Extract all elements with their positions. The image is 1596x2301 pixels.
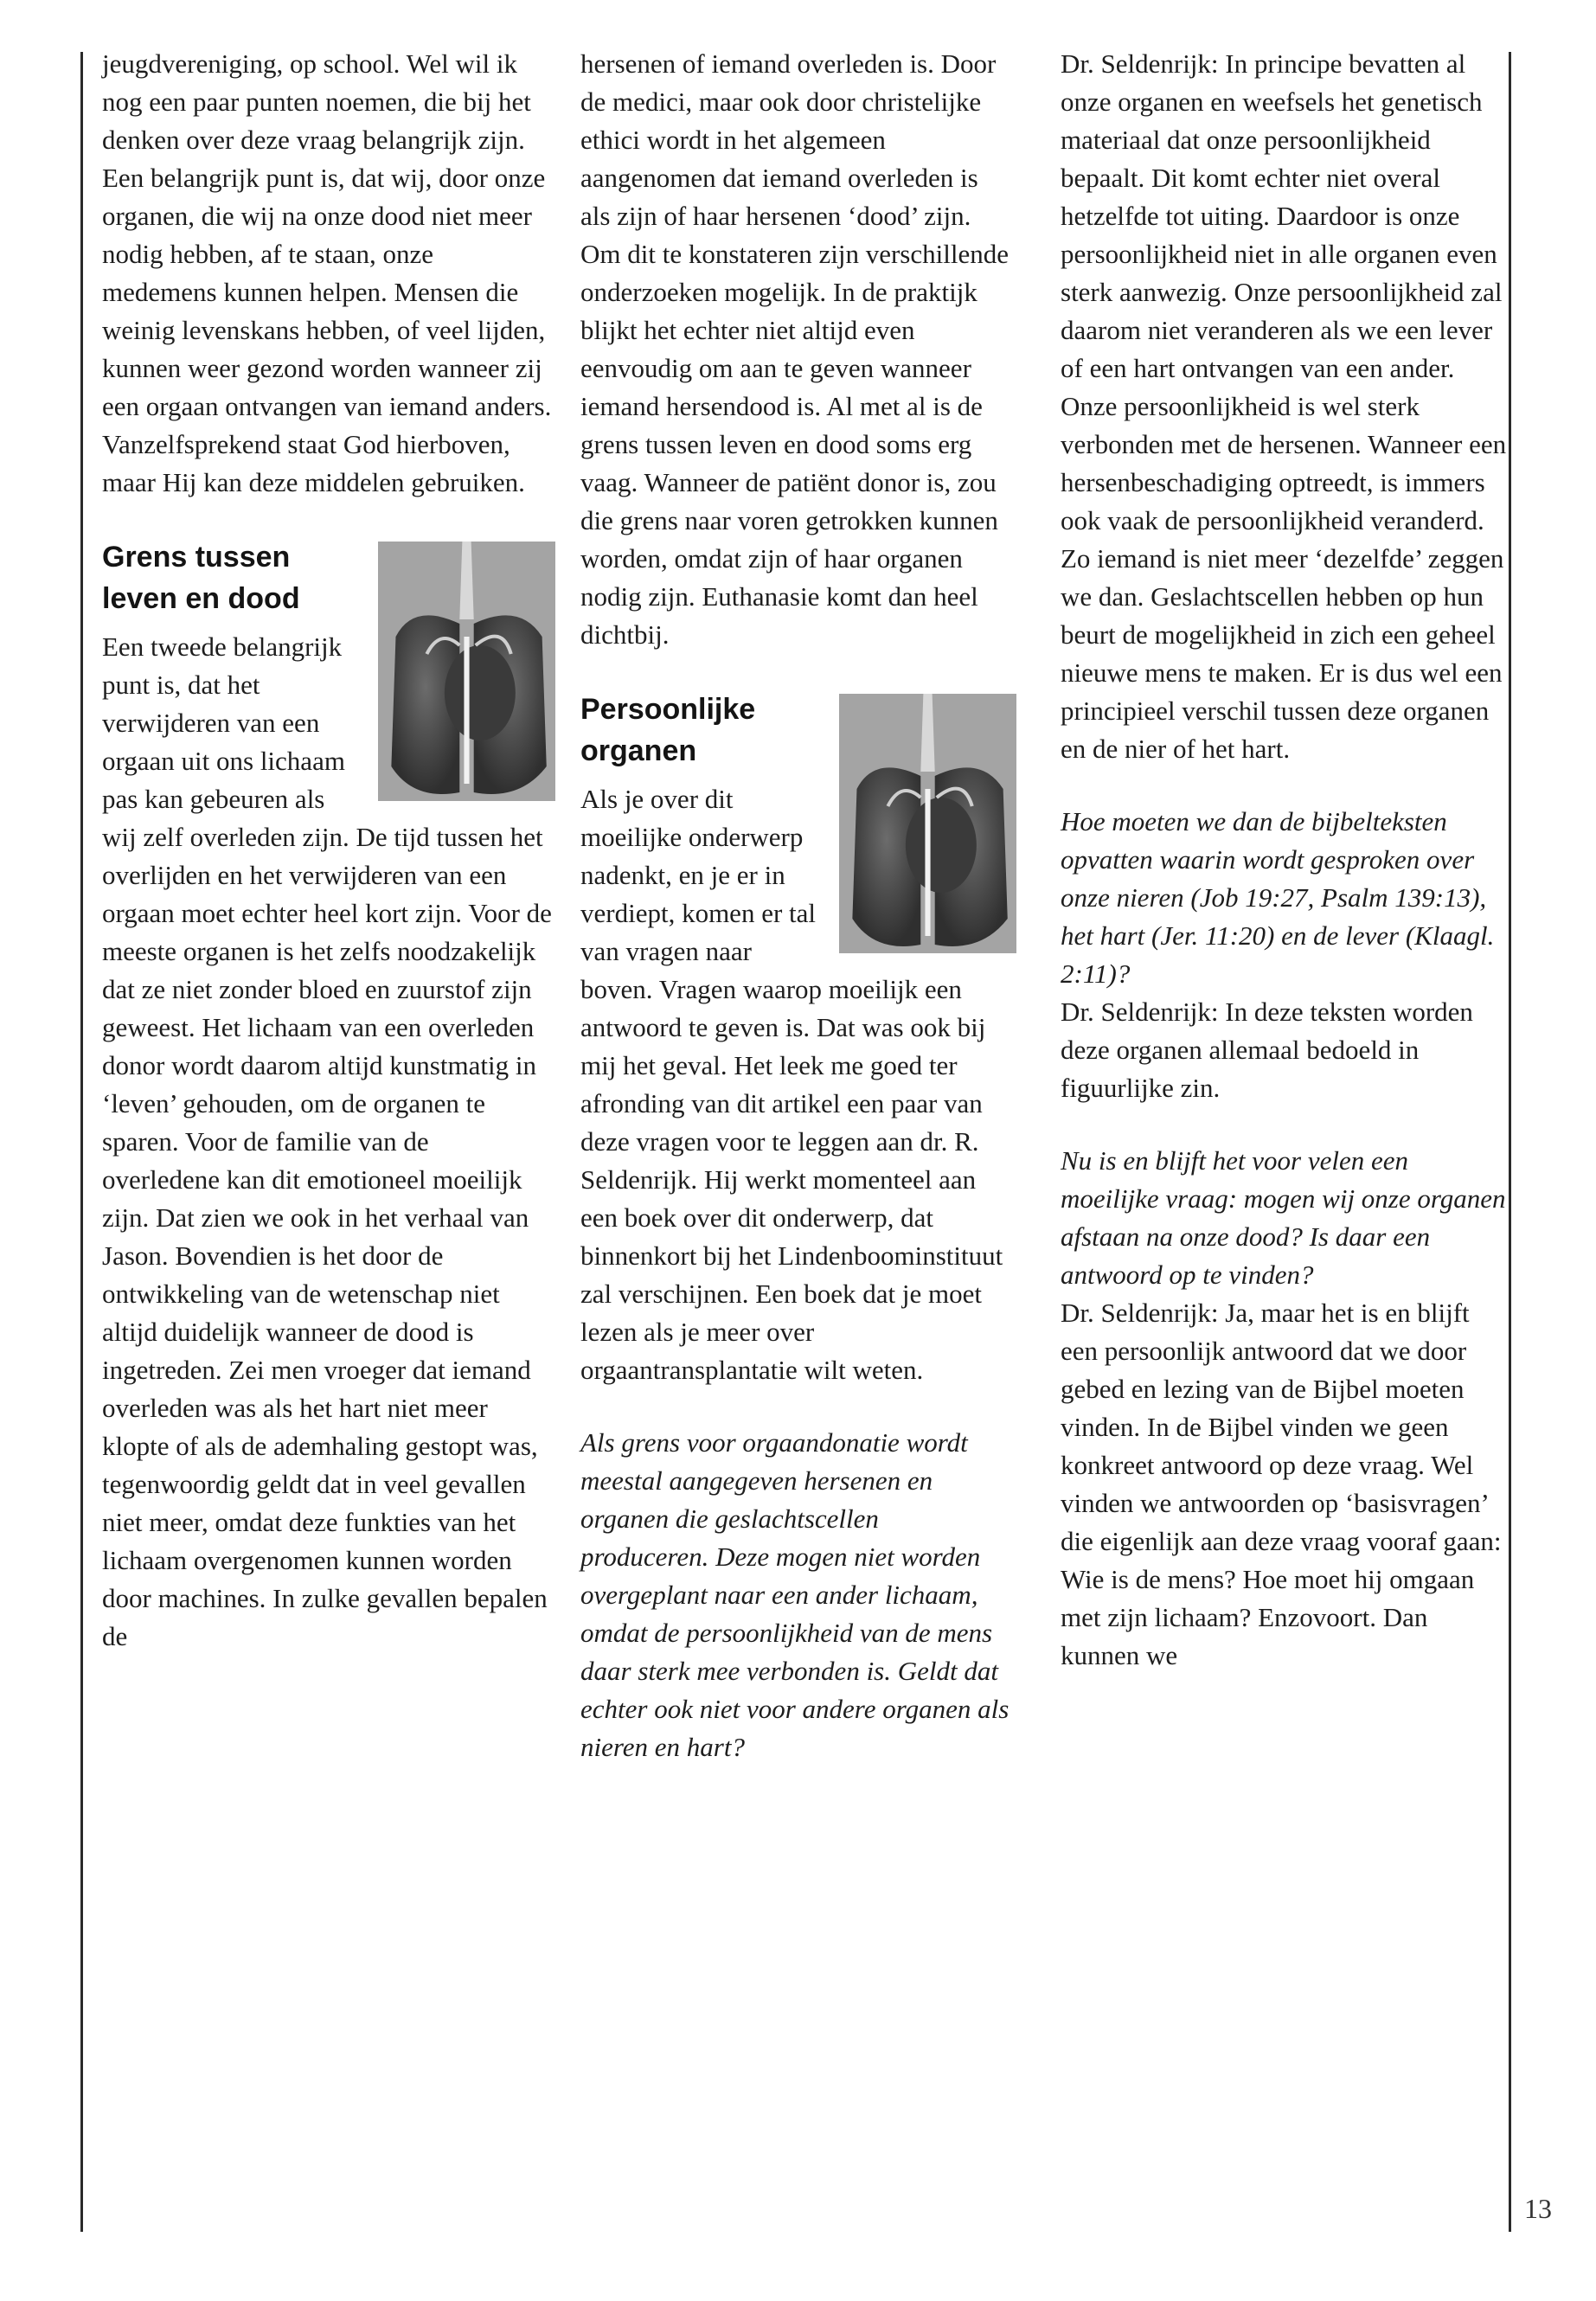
heading-grens-tussen-leven-en-dood: Grens tussen leven en dood	[102, 541, 300, 615]
col3-question-2: Hoe moeten we dan de bijbelteksten opvatten waarin wordt gesproken over onze nieren (Job 19:27, Psalm 139:13), het hart (Jer. 11:20) en de lever (Klaagl. 2:11)?	[1061, 806, 1495, 989]
left-column-rule	[80, 52, 83, 2232]
col2-paragraph-1: hersenen of iemand overleden is. Door de medici, maar ook door christelijke ethici wordt in het algemeen aangenomen dat iemand overleden is als zijn of haar hersenen ‘dood’ zijn. Om dit te konstateren zijn verschillende onderzoeken mogelijk. In de praktijk blijkt het echter niet altijd even eenvoudig om aan te geven wanneer iemand hersendood is. Al met al is de grens tussen leven en dood soms erg vaag. Wanneer de patiënt donor is, zou die grens naar voren getrokken kunnen worden, omdat zijn of haar organen nodig zijn. Euthanasie komt dan heel dichtbij.	[580, 48, 1009, 650]
col3-answer-2: Dr. Seldenrijk: In deze teksten worden deze organen allemaal bedoeld in figuurlijke zin.	[1061, 997, 1473, 1103]
col1-paragraph-1: jeugdvereniging, op school. Wel wil ik nog een paar punten noemen, die bij het denken over deze vraag belangrijk zijn.	[102, 48, 531, 155]
thorax-organs-image	[378, 542, 555, 801]
page-number: 13	[1524, 2193, 1552, 2224]
col1-paragraph-3: Een tweede belangrijk punt is, dat het verwijderen van een orgaan uit ons lichaam pas kan gebeuren als wij zelf overleden zijn. De tijd tussen het overlijden en het verwijderen van een orgaan moet echter heel kort zijn. Voor de meeste organen is het zelfs noodzakelijk dat ze niet zonder bloed en zuurstof zijn geweest. Het lichaam van een overleden donor wordt daarom altijd kunstmatig in ‘leven’ gehouden, om de organen te sparen. Voor de familie van de overledene kan dit emotioneel moeilijk zijn. Dat zien we ook in het verhaal van Jason. Bovendien is het door de ontwikkeling van de wetenschap niet altijd duidelijk wanneer de dood is ingetreden. Zei men vroeger dat iemand overleden was als het hart niet meer klopte of als de ademhaling gestopt was, tegenwoordig geldt dat in veel gevallen niet meer, omdat deze funkties van het lichaam overgenomen kunnen worden door machines. In zulke gevallen bepalen de	[102, 631, 552, 1651]
col3-answer-3: Dr. Seldenrijk: Ja, maar het is en blijft een persoonlijk antwoord dat we door gebed en lezing van de Bijbel moeten vinden. In de Bijbel vinden we geen konkreet antwoord op deze vraag. Wel vinden we antwoorden op ‘basisvragen’ die eigenlijk aan deze vraag vooraf gaan: Wie is de mens? Hoe moet hij omgaan met zijn lichaam? Enzovoort. Dan kunnen we	[1061, 1298, 1502, 1670]
col3-answer-1: Dr. Seldenrijk: In principe bevatten al onze organen en weefsels het genetisch materiaal dat onze persoonlijkheid bepaalt. Dit komt echter niet overal hetzelfde tot uiting. Daardoor is onze persoonlijkheid niet in alle organen even sterk aanwezig. Onze persoonlijkheid zal daarom niet veranderen als we een lever of een hart ontvangen van een ander. Onze persoonlijkheid is wel sterk verbonden met de hersenen. Wanneer een hersenbeschadiging optreedt, is immers ook vaak de persoonlijkheid veranderd. Zo iemand is niet meer ‘dezelfde’ zeggen we dan. Geslachtscellen hebben op hun beurt de mogelijkheid in zich een geheel nieuwe mens te maken. Er is dus wel een principieel verschil tussen deze organen en de nier of het hart.	[1061, 48, 1507, 764]
col3-question-3: Nu is en blijft het voor velen een moeilijke vraag: mogen wij onze organen afstaan na onze dood? Is daar een antwoord op te vinden?	[1061, 1145, 1506, 1290]
col1-paragraph-2: Een belangrijk punt is, dat wij, door onze organen, die wij na onze dood niet meer nodig hebben, af te staan, onze medemens kunnen helpen. Mensen die weinig levenskans hebben, of veel lijden, kunnen weer gezond worden wanneer zij een orgaan ontvangen van iemand anders. Vanzelfsprekend staat God hierboven, maar Hij kan deze middelen gebruiken.	[102, 163, 552, 497]
heading-persoonlijke-organen: Persoonlijke organen	[580, 693, 756, 767]
thorax-organs-illustration	[378, 542, 555, 801]
col2-question: Als grens voor orgaandonatie wordt meestal aangegeven hersenen en organen die geslachtscellen produceren. Deze mogen niet worden overgeplant naar een ander lichaam, omdat de persoonlijkheid van de mens daar sterk mee verbonden is. Geldt dat echter ook niet voor andere organen als nieren en hart?	[580, 1427, 1010, 1762]
thorax-organs-image-2	[839, 694, 1016, 953]
column-3	[1061, 45, 1510, 1675]
column-1	[102, 45, 552, 1656]
column-2	[580, 45, 1013, 1766]
col2-paragraph-2: Als je over dit moeilijke onderwerp nadenkt, en je er in verdiept, komen er tal van vragen naar boven. Vragen waarop moeilijk een antwoord te geven is. Dat was ook bij mij het geval. Het leek me goed ter afronding van dit artikel een paar van deze vragen voor te leggen aan dr. R. Seldenrijk. Hij werkt momenteel aan een boek over dit onderwerp, dat binnenkort bij het Lindenboominstituut zal verschijnen. Een boek dat je moet lezen als je meer over orgaantransplantatie wilt weten.	[580, 784, 1003, 1385]
thorax-organs-illustration-2	[839, 694, 1016, 953]
